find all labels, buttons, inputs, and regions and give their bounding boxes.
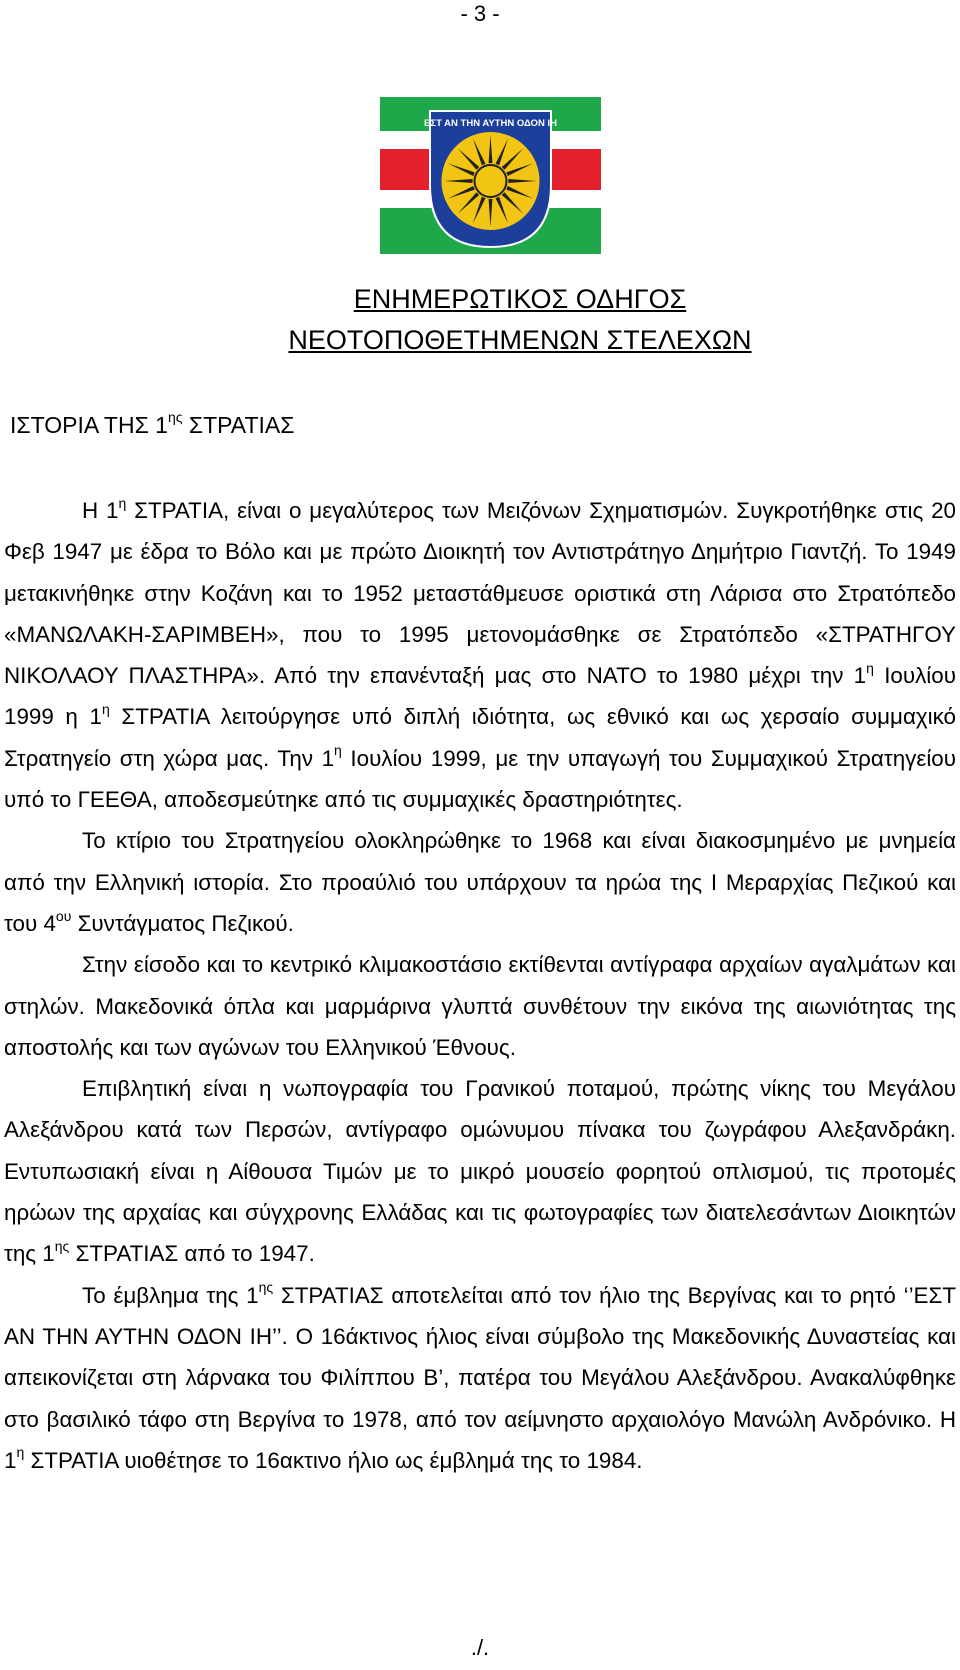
text-run: ΣΤΡΑΤΙΑΣ από το 1947.	[69, 1241, 315, 1267]
ordinal-suffix: η	[334, 742, 342, 759]
history-body	[4, 490, 956, 1481]
text-run: ΣΤΡΑΤΙΑΣ αποτελείται από τον ήλιο της Βεργίνας και το ρητό ‘’ΕΣΤ ΑΝ ΤΗΝ ΑΥΤΗΝ ΟΔΟΝ ΙΗ’’. Ο 16άκτινος ήλιος είναι σύμβολο της Μακεδονικής Δυναστείας και απεικονίζεται στη λάρνακα του Φιλίππου Β’, πατέρα του Μεγάλου Αλεξάνδρου. Ανακαλύφθηκε στο βασιλικό τάφο στη Βεργίνα το 1978, από τον αείμνηστο αρχαιολόγο Μανώλη Ανδρόνικο. Η 1	[4, 1282, 956, 1473]
ordinal-suffix: η	[118, 494, 127, 511]
paragraph-4	[4, 1068, 956, 1274]
text-run: Στην είσοδο και το κεντρικό κλιμακοστάσιο εκτίθενται αντίγραφα αρχαίων αγαλμάτων και στηλών. Μακεδονικά όπλα και μαρμάρινα γλυπτά συνθέτουν την εικόνα της αιωνιότητας της αποστολής και των αγώνων του Ελληνικού Έθνους.	[4, 952, 956, 1060]
heading-text: ΙΣΤΟΡΙΑ ΤΗΣ 1	[10, 412, 168, 438]
text-run: ΣΤΡΑΤΙΑ λειτούργησε υπό διπλή ιδιότητα, ως εθνικό και ως χερσαίο συμμαχικό Στρατηγείο στη χώρα μας. Την 1	[4, 704, 956, 771]
text-run: Ιουλίου 1999, με την υπαγωγή του Συμμαχικού Στρατηγείου υπό το ΓΕΕΘΑ, αποδεσμεύτηκε από τις συμμαχικές δραστηριότητες.	[4, 745, 956, 813]
page-number: - 3 -	[460, 1, 500, 26]
document-title-line-1: ΕΝΗΜΕΡΩΤΙΚΟΣ ΟΔΗΓΟΣ	[353, 284, 687, 314]
sun-core	[475, 165, 507, 197]
text-run: ΣΤΡΑΤΙΑ υιοθέτησε το 16ακτινο ήλιο ως έμβλημά της το 1984.	[24, 1447, 643, 1473]
paragraph-1	[4, 490, 956, 820]
ordinal-suffix: η	[16, 1444, 25, 1461]
continuation-mark: ./.	[470, 1635, 490, 1660]
text-run: Επιβλητική είναι η νωπογραφία του Γρανικού ποταμού, πρώτης νίκης του Μεγάλου Αλεξάνδρου κατά των Περσών, αντίγραφο ομώνυμου πίνακα του ζωγράφου Αλεξανδράκη. Εντυπωσιακή είναι η Αίθουσα Τιμών με το μικρό μουσείο φορητού οπλισμού, τις προτομές ηρώων της αρχαίας και σύγχρονης Ελλάδας και τις φωτογραφίες των διατελεσάντων Διοικητών της 1	[4, 1076, 956, 1267]
section-heading	[10, 409, 294, 441]
ordinal-suffix: ης	[54, 1237, 70, 1254]
emblem-motto: ΕΣΤ ΑΝ ΤΗΝ ΑΥΤΗΝ ΟΔΟΝ ΙΗ	[424, 118, 557, 129]
text-run: Συντάγματος Πεζικού.	[71, 910, 294, 936]
text-run: Η 1	[82, 498, 119, 523]
ordinal-suffix: ης	[258, 1279, 274, 1296]
document-title-line-2: ΝΕΟΤΟΠΟΘΕΤΗΜΕΝΩΝ ΣΤΕΛΕΧΩΝ	[288, 325, 752, 355]
vergina-sun-icon	[442, 132, 540, 230]
text-run: Το έμβλημα της 1	[82, 1282, 259, 1308]
paragraph-3	[4, 944, 956, 1068]
paragraph-5	[4, 1275, 956, 1481]
ordinal-suffix: ου	[55, 907, 72, 924]
text-run: ΣΤΡΑΤΙΑ, είναι ο μεγαλύτερος των Μειζόνων Σχηματισμών. Συγκροτήθηκε στις 20 Φεβ 1947 με έδρα το Βόλο και με πρώτο Διοικητή τον Αντιστράτηγο Δημήτριο Γιαντζή. Το 1949 μετακινήθηκε στην Κοζάνη και το 1952 μεταστάθμευσε οριστικά στη Λάρισα στο Στρατόπεδο «ΜΑΝΩΛΑΚΗ-ΣΑΡΙΜΒΕΗ», που το 1995 μετονομάσθηκε σε Στρατόπεδο «ΣΤΡΑΤΗΓΟΥ ΝΙΚΟΛΑΟΥ ΠΛΑΣΤΗΡΑ». Από την επανένταξή μας στο ΝΑΤΟ το 1980 μέχρι την 1	[4, 498, 956, 689]
text-run: Το κτίριο του Στρατηγείου ολοκληρώθηκε το 1968 και είναι διακοσμημένο με μνημεία από την Ελληνική ιστορία. Στο προαύλιό του υπάρχουν τα ηρώα της Ι Μεραρχίας Πεζικού και του 4	[4, 828, 956, 936]
ordinal-suffix: η	[866, 659, 874, 676]
paragraph-2	[4, 820, 956, 944]
ordinal-suffix: ης	[167, 409, 183, 426]
text-run: Ιουλίου 1999 η 1	[4, 663, 956, 730]
heading-text-end: ΣΤΡΑΤΙΑΣ	[182, 412, 295, 438]
ordinal-suffix: η	[101, 701, 110, 718]
first-army-emblem	[380, 97, 601, 254]
